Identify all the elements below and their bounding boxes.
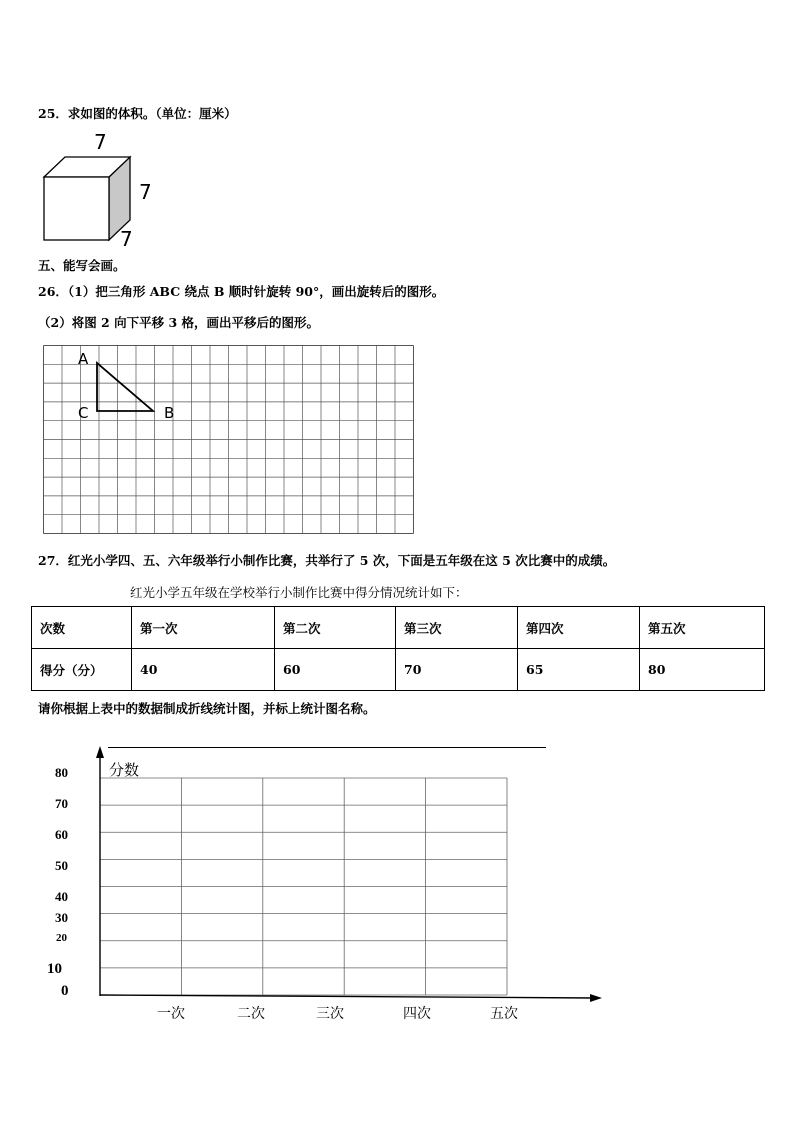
x-tick-label: 二次 [237, 1006, 265, 1022]
q26-line2: （2）将图 2 向下平移 3 格，画出平移后的图形。 [38, 315, 320, 330]
table-cell: 60 [275, 649, 396, 691]
table-cell: 第五次 [640, 607, 765, 649]
y-axis-arrow [96, 746, 104, 758]
cube-dim-depth: 7 [120, 227, 133, 251]
point-b-label: B [164, 404, 175, 422]
x-tick-label: 五次 [490, 1006, 518, 1022]
q25-text: 25．求如图的体积。（单位：厘米） [38, 106, 237, 121]
y-tick-label: 40 [55, 889, 68, 904]
y-tick-label: 10 [47, 961, 62, 977]
x-axis [100, 995, 594, 998]
table-cell: 第三次 [396, 607, 518, 649]
table-cell: 70 [396, 649, 518, 691]
y-tick-label: 20 [56, 932, 67, 944]
table-cell: 次数 [32, 607, 132, 649]
x-tick-label: 四次 [403, 1006, 431, 1022]
q26-line1: 26．（1）把三角形 ABC 绕点 B 顺时针旋转 90°，画出旋转后的图形。 [38, 284, 445, 299]
q27-intro: 27．红光小学四、五、六年级举行小制作比赛，共举行了 5 次，下面是五年级在这 5 次比赛中的成绩。 [38, 553, 616, 568]
point-c-label: C [78, 404, 89, 422]
q27-instruction: 请你根据上表中的数据制成折线统计图，并标上统计图名称。 [38, 701, 376, 716]
table-caption: 红光小学五年级在学校举行小制作比赛中得分情况统计如下： [130, 585, 468, 600]
cube-dim-right: 7 [139, 180, 152, 204]
table-cell: 80 [640, 649, 765, 691]
y-tick-label: 70 [55, 796, 68, 811]
y-tick-label: 60 [55, 827, 68, 842]
y-tick-label: 30 [55, 910, 68, 925]
x-tick-label: 三次 [316, 1006, 344, 1022]
y-tick-label: 80 [55, 765, 68, 780]
section5-title: 五、能写会画。 [38, 258, 126, 273]
chart-y-axis-label: 分数 [109, 761, 140, 779]
point-a-label: A [78, 350, 89, 368]
table-cell: 65 [518, 649, 640, 691]
table-cell: 得分（分） [32, 649, 132, 691]
x-tick-label: 一次 [157, 1006, 185, 1022]
table-cell: 第一次 [132, 607, 275, 649]
x-axis-arrow [590, 994, 602, 1002]
cube-dim-top: 7 [94, 130, 107, 154]
table-cell: 第四次 [518, 607, 640, 649]
y-tick-label: 0 [61, 983, 69, 999]
y-tick-label: 50 [55, 858, 68, 873]
table-cell: 40 [132, 649, 275, 691]
table-cell: 第二次 [275, 607, 396, 649]
